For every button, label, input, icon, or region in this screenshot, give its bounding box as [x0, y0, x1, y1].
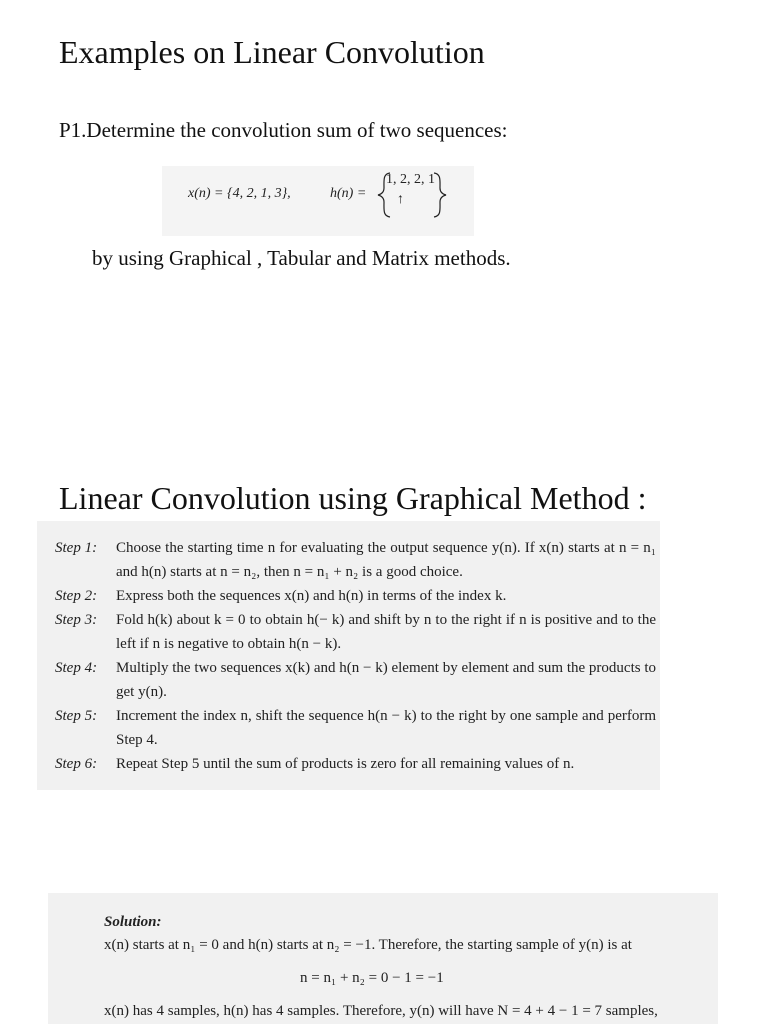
step-text: Fold h(k) about k = 0 to obtain h(− k) and shift by n to the right if n is positive and to the left if n is negative to obtain h(n − k).	[116, 612, 656, 652]
solution-line-3: x(n) has 4 samples, h(n) has 4 samples. Therefore, y(n) will have N = 4 + 4 − 1 = 7 samples,	[104, 1003, 658, 1019]
step-label: Step 2:	[55, 588, 98, 604]
slide-title-examples: Examples on Linear Convolution	[59, 34, 485, 70]
step-text: Multiply the two sequences x(k) and h(n − k) element by element and sum the products to get y(n).	[116, 660, 656, 700]
solution-line-2: n = n₁ + n₂ = 0 − 1 = −1	[300, 970, 444, 986]
solution-line-1: x(n) starts at n₁ = 0 and h(n) starts at n₂ = −1. Therefore, the starting sample of y(n) is at	[104, 937, 632, 953]
step-label: Step 1:	[55, 540, 98, 556]
step-text: Choose the starting time n for evaluating the output sequence y(n). If x(n) starts at n = n₁ and h(n) starts at n = n₂, then n = n₁ + n₂ is a good choice.	[116, 540, 656, 580]
right-brace	[430, 170, 450, 220]
solution-heading: Solution:	[104, 914, 162, 930]
step-text: Increment the index n, shift the sequence h(n − k) to the right by one sample and perform Step 4.	[116, 708, 656, 748]
h-sequence-label: h(n) =	[330, 186, 367, 201]
origin-arrow-icon: ↑	[397, 192, 404, 207]
step-label: Step 6:	[55, 756, 98, 772]
step-label: Step 4:	[55, 660, 98, 676]
problem-statement: P1.Determine the convolution sum of two sequences:	[59, 118, 508, 142]
steps-image	[37, 521, 660, 790]
equation-image	[162, 166, 474, 236]
step-text: Repeat Step 5 until the sum of products is zero for all remaining values of n.	[116, 756, 575, 772]
x-sequence: x(n) = {4, 2, 1, 3},	[188, 186, 291, 201]
h-values: 1, 2, 2, 1	[386, 172, 435, 187]
slide-title-graphical-method: Linear Convolution using Graphical Method :	[59, 480, 647, 516]
step-label: Step 5:	[55, 708, 98, 724]
methods-text: by using Graphical , Tabular and Matrix methods.	[92, 246, 511, 270]
solution-image	[48, 893, 718, 1024]
step-label: Step 3:	[55, 612, 98, 628]
step-text: Express both the sequences x(n) and h(n) in terms of the index k.	[116, 588, 507, 604]
